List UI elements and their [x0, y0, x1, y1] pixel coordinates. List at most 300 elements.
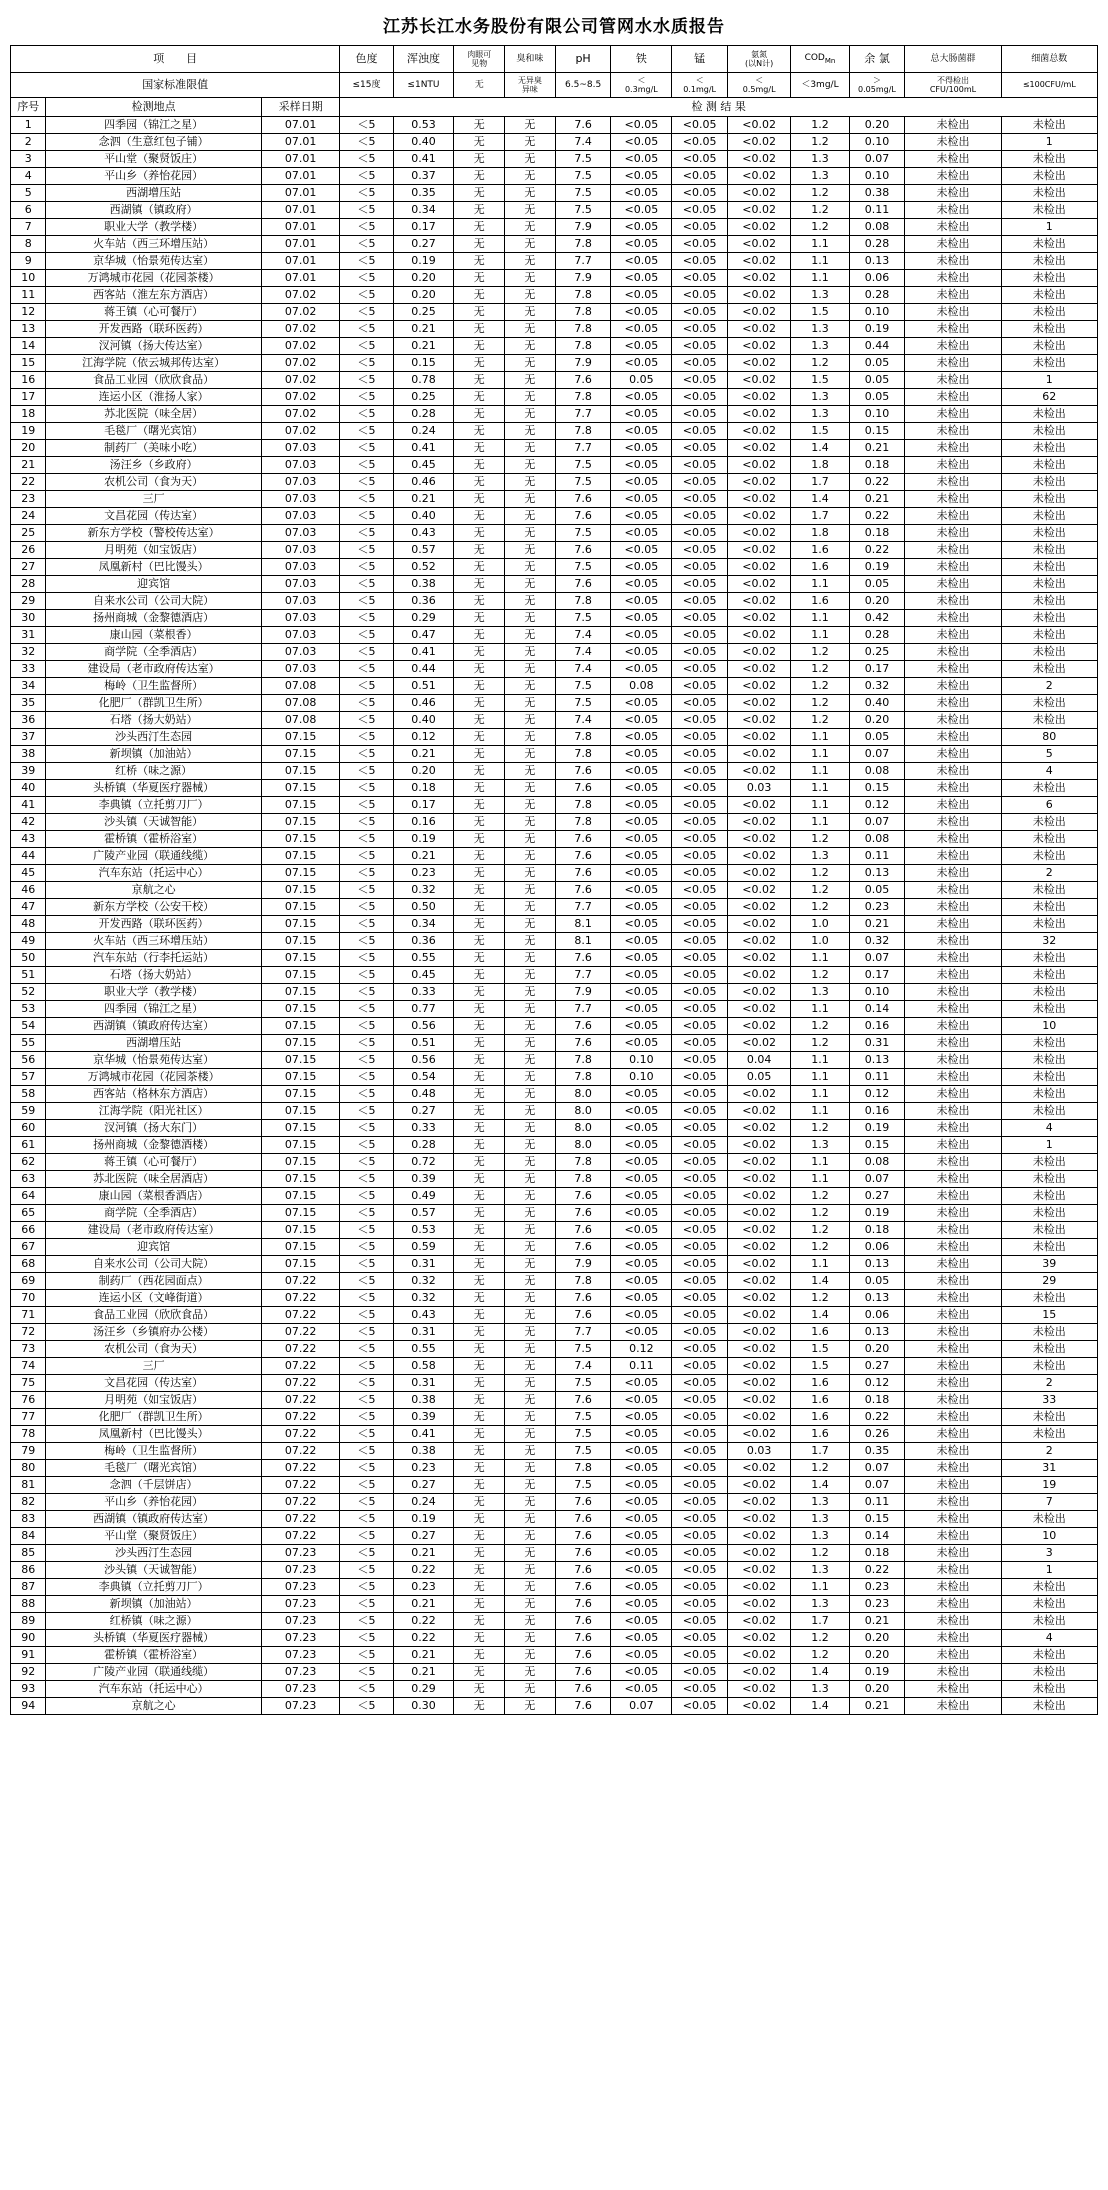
row-iron: <0.05: [611, 1086, 672, 1103]
row-bacteria: 未检出: [1001, 525, 1097, 542]
row-manganese: <0.05: [672, 933, 728, 950]
row-site: 开发西路（联环医药）: [46, 321, 261, 338]
row-color: ＜5: [340, 525, 393, 542]
row-chlorine: 0.26: [849, 1426, 905, 1443]
row-color: ＜5: [340, 338, 393, 355]
row-coliform: 未检出: [905, 117, 1001, 134]
row-ph: 7.5: [555, 695, 611, 712]
row-odor: 无: [505, 1596, 556, 1613]
row-odor: 无: [505, 576, 556, 593]
row-ph: 7.8: [555, 287, 611, 304]
row-site: 头桥镇（华夏医疗器械）: [46, 780, 261, 797]
row-chlorine: 0.06: [849, 1307, 905, 1324]
row-ph: 7.8: [555, 1273, 611, 1290]
row-codmn: 1.1: [791, 814, 849, 831]
row-ammonia: <0.02: [727, 933, 790, 950]
row-chlorine: 0.12: [849, 797, 905, 814]
row-date: 07.02: [261, 372, 340, 389]
row-coliform: 未检出: [905, 321, 1001, 338]
row-no: 6: [11, 202, 46, 219]
row-ammonia: <0.02: [727, 848, 790, 865]
row-visible: 无: [454, 950, 505, 967]
row-date: 07.03: [261, 440, 340, 457]
row-date: 07.15: [261, 950, 340, 967]
row-turbidity: 0.52: [393, 559, 454, 576]
row-no: 35: [11, 695, 46, 712]
row-coliform: 未检出: [905, 1341, 1001, 1358]
row-turbidity: 0.31: [393, 1375, 454, 1392]
row-ph: 7.8: [555, 321, 611, 338]
row-iron: <0.05: [611, 1018, 672, 1035]
row-bacteria: 未检出: [1001, 355, 1097, 372]
row-turbidity: 0.27: [393, 236, 454, 253]
row-odor: 无: [505, 746, 556, 763]
row-turbidity: 0.23: [393, 1460, 454, 1477]
row-coliform: 未检出: [905, 304, 1001, 321]
row-color: ＜5: [340, 151, 393, 168]
row-ph: 7.4: [555, 644, 611, 661]
row-site: 苏北医院（味全居）: [46, 406, 261, 423]
row-site: 沙头西汀生态园: [46, 729, 261, 746]
row-turbidity: 0.57: [393, 542, 454, 559]
row-iron: <0.05: [611, 984, 672, 1001]
row-bacteria: 未检出: [1001, 1035, 1097, 1052]
table-row: [11, 729, 1098, 746]
row-date: 07.22: [261, 1460, 340, 1477]
row-iron: <0.05: [611, 627, 672, 644]
row-color: ＜5: [340, 576, 393, 593]
row-coliform: 未检出: [905, 253, 1001, 270]
row-ammonia: <0.02: [727, 287, 790, 304]
row-visible: 无: [454, 542, 505, 559]
row-ph: 7.8: [555, 729, 611, 746]
row-iron: <0.05: [611, 1613, 672, 1630]
table-row: [11, 474, 1098, 491]
row-site: 自来水公司（公司大院）: [46, 1256, 261, 1273]
row-manganese: <0.05: [672, 1188, 728, 1205]
row-coliform: 未检出: [905, 1511, 1001, 1528]
row-iron: <0.05: [611, 712, 672, 729]
row-no: 73: [11, 1341, 46, 1358]
row-iron: <0.05: [611, 1647, 672, 1664]
row-manganese: <0.05: [672, 1409, 728, 1426]
row-odor: 无: [505, 134, 556, 151]
table-row: [11, 1103, 1098, 1120]
row-date: 07.01: [261, 151, 340, 168]
row-date: 07.08: [261, 695, 340, 712]
row-ph: 8.0: [555, 1137, 611, 1154]
row-codmn: 1.1: [791, 1579, 849, 1596]
row-ammonia: <0.02: [727, 831, 790, 848]
row-coliform: 未检出: [905, 1426, 1001, 1443]
table-row: [11, 134, 1098, 151]
row-coliform: 未检出: [905, 1545, 1001, 1562]
row-visible: 无: [454, 1205, 505, 1222]
row-no: 50: [11, 950, 46, 967]
row-visible: 无: [454, 1188, 505, 1205]
row-ph: 7.5: [555, 559, 611, 576]
row-color: ＜5: [340, 508, 393, 525]
row-manganese: <0.05: [672, 1154, 728, 1171]
row-no: 74: [11, 1358, 46, 1375]
row-site: 头桥镇（华夏医疗器械）: [46, 1630, 261, 1647]
row-turbidity: 0.38: [393, 1392, 454, 1409]
row-ammonia: <0.02: [727, 797, 790, 814]
row-odor: 无: [505, 253, 556, 270]
row-bacteria: 2: [1001, 678, 1097, 695]
row-codmn: 1.6: [791, 1426, 849, 1443]
row-ph: 7.8: [555, 814, 611, 831]
row-site: 念泗（生意红包子铺）: [46, 134, 261, 151]
row-manganese: <0.05: [672, 627, 728, 644]
row-bacteria: 未检出: [1001, 457, 1097, 474]
row-color: ＜5: [340, 389, 393, 406]
std-odor: 无异臭 异味: [505, 73, 556, 98]
row-odor: 无: [505, 1562, 556, 1579]
table-row: [11, 525, 1098, 542]
table-row: [11, 780, 1098, 797]
row-manganese: <0.05: [672, 117, 728, 134]
row-visible: 无: [454, 355, 505, 372]
row-codmn: 1.6: [791, 542, 849, 559]
row-ammonia: <0.02: [727, 1681, 790, 1698]
table-row: [11, 1239, 1098, 1256]
row-bacteria: 未检出: [1001, 695, 1097, 712]
row-date: 07.03: [261, 593, 340, 610]
row-ph: 7.6: [555, 1392, 611, 1409]
row-chlorine: 0.07: [849, 151, 905, 168]
row-visible: 无: [454, 627, 505, 644]
row-visible: 无: [454, 321, 505, 338]
row-manganese: <0.05: [672, 797, 728, 814]
row-ammonia: <0.02: [727, 1290, 790, 1307]
row-turbidity: 0.36: [393, 933, 454, 950]
row-codmn: 1.2: [791, 1290, 849, 1307]
table-row: [11, 1171, 1098, 1188]
row-date: 07.01: [261, 202, 340, 219]
row-coliform: 未检出: [905, 1137, 1001, 1154]
row-date: 07.01: [261, 253, 340, 270]
row-site: 京华城（怡景苑传达室）: [46, 253, 261, 270]
table-row: [11, 576, 1098, 593]
row-coliform: 未检出: [905, 882, 1001, 899]
row-color: ＜5: [340, 1596, 393, 1613]
row-manganese: <0.05: [672, 321, 728, 338]
row-coliform: 未检出: [905, 236, 1001, 253]
row-chlorine: 0.14: [849, 1528, 905, 1545]
table-row: [11, 508, 1098, 525]
row-ammonia: 0.03: [727, 780, 790, 797]
row-chlorine: 0.12: [849, 1375, 905, 1392]
row-no: 27: [11, 559, 46, 576]
row-ph: 7.6: [555, 1596, 611, 1613]
row-site: 西客站（淮左东方酒店）: [46, 287, 261, 304]
row-turbidity: 0.35: [393, 185, 454, 202]
row-bacteria: 未检出: [1001, 1613, 1097, 1630]
row-manganese: <0.05: [672, 270, 728, 287]
table-row: [11, 1222, 1098, 1239]
row-ammonia: <0.02: [727, 1222, 790, 1239]
row-manganese: <0.05: [672, 1256, 728, 1273]
row-chlorine: 0.05: [849, 389, 905, 406]
table-row: [11, 1018, 1098, 1035]
row-site: 四季园（锦江之星）: [46, 1001, 261, 1018]
row-chlorine: 0.08: [849, 1154, 905, 1171]
row-ph: 7.6: [555, 1647, 611, 1664]
row-bacteria: 29: [1001, 1273, 1097, 1290]
row-ammonia: <0.02: [727, 1188, 790, 1205]
row-codmn: 1.1: [791, 610, 849, 627]
row-coliform: 未检出: [905, 1596, 1001, 1613]
table-row: [11, 1681, 1098, 1698]
row-ph: 7.5: [555, 474, 611, 491]
row-manganese: <0.05: [672, 763, 728, 780]
row-no: 48: [11, 916, 46, 933]
row-manganese: <0.05: [672, 304, 728, 321]
row-bacteria: 未检出: [1001, 168, 1097, 185]
row-chlorine: 0.13: [849, 1052, 905, 1069]
row-coliform: 未检出: [905, 797, 1001, 814]
row-ammonia: <0.02: [727, 1375, 790, 1392]
row-ammonia: <0.02: [727, 1205, 790, 1222]
row-codmn: 1.2: [791, 1120, 849, 1137]
row-odor: 无: [505, 1681, 556, 1698]
row-codmn: 1.2: [791, 831, 849, 848]
row-odor: 无: [505, 1086, 556, 1103]
row-codmn: 1.5: [791, 423, 849, 440]
row-date: 07.02: [261, 406, 340, 423]
row-color: ＜5: [340, 1579, 393, 1596]
row-coliform: 未检出: [905, 1664, 1001, 1681]
row-bacteria: 未检出: [1001, 559, 1097, 576]
row-ammonia: <0.02: [727, 763, 790, 780]
row-ph: 7.7: [555, 1001, 611, 1018]
row-site: 李典镇（立托剪刀厂）: [46, 1579, 261, 1596]
table-row: [11, 661, 1098, 678]
row-date: 07.01: [261, 134, 340, 151]
row-bacteria: 未检出: [1001, 1205, 1097, 1222]
row-turbidity: 0.41: [393, 644, 454, 661]
table-row: [11, 1664, 1098, 1681]
row-chlorine: 0.18: [849, 525, 905, 542]
row-date: 07.02: [261, 321, 340, 338]
row-date: 07.23: [261, 1698, 340, 1715]
row-turbidity: 0.39: [393, 1171, 454, 1188]
table-row: [11, 1256, 1098, 1273]
row-turbidity: 0.39: [393, 1409, 454, 1426]
std-residual-chlorine: ＞ 0.05mg/L: [849, 73, 905, 98]
row-manganese: <0.05: [672, 780, 728, 797]
row-turbidity: 0.27: [393, 1528, 454, 1545]
row-bacteria: 未检出: [1001, 508, 1097, 525]
row-no: 84: [11, 1528, 46, 1545]
row-color: ＜5: [340, 1562, 393, 1579]
table-row: [11, 1154, 1098, 1171]
row-ph: 7.8: [555, 236, 611, 253]
row-iron: 0.05: [611, 372, 672, 389]
row-visible: 无: [454, 661, 505, 678]
row-chlorine: 0.21: [849, 491, 905, 508]
row-date: 07.15: [261, 746, 340, 763]
row-iron: <0.05: [611, 525, 672, 542]
row-codmn: 1.2: [791, 1460, 849, 1477]
row-coliform: 未检出: [905, 287, 1001, 304]
row-coliform: 未检出: [905, 848, 1001, 865]
row-odor: 无: [505, 644, 556, 661]
row-coliform: 未检出: [905, 491, 1001, 508]
row-bacteria: 1: [1001, 134, 1097, 151]
row-odor: 无: [505, 695, 556, 712]
row-no: 28: [11, 576, 46, 593]
row-turbidity: 0.36: [393, 593, 454, 610]
row-turbidity: 0.20: [393, 763, 454, 780]
row-bacteria: 未检出: [1001, 967, 1097, 984]
row-ph: 7.8: [555, 746, 611, 763]
row-ph: 7.6: [555, 763, 611, 780]
row-site: 梅岭（卫生监督所）: [46, 678, 261, 695]
row-no: 87: [11, 1579, 46, 1596]
row-turbidity: 0.27: [393, 1103, 454, 1120]
row-turbidity: 0.28: [393, 406, 454, 423]
row-date: 07.01: [261, 185, 340, 202]
row-coliform: 未检出: [905, 270, 1001, 287]
row-date: 07.02: [261, 423, 340, 440]
table-row: [11, 1528, 1098, 1545]
row-odor: 无: [505, 1205, 556, 1222]
row-iron: <0.05: [611, 1511, 672, 1528]
row-visible: 无: [454, 1375, 505, 1392]
row-chlorine: 0.15: [849, 1511, 905, 1528]
row-manganese: <0.05: [672, 950, 728, 967]
row-color: ＜5: [340, 1698, 393, 1715]
row-odor: 无: [505, 1528, 556, 1545]
row-coliform: 未检出: [905, 1443, 1001, 1460]
row-bacteria: 62: [1001, 389, 1097, 406]
row-manganese: <0.05: [672, 338, 728, 355]
row-iron: <0.05: [611, 1137, 672, 1154]
row-date: 07.22: [261, 1511, 340, 1528]
row-site: 西湖增压站: [46, 185, 261, 202]
row-odor: 无: [505, 814, 556, 831]
row-codmn: 1.8: [791, 525, 849, 542]
row-manganese: <0.05: [672, 678, 728, 695]
row-bacteria: 未检出: [1001, 304, 1097, 321]
row-date: 07.01: [261, 168, 340, 185]
row-coliform: 未检出: [905, 933, 1001, 950]
row-iron: <0.05: [611, 1256, 672, 1273]
row-site: 万鸿城市花园（花园茶楼）: [46, 1069, 261, 1086]
row-coliform: 未检出: [905, 865, 1001, 882]
row-ph: 7.8: [555, 338, 611, 355]
row-ammonia: <0.02: [727, 1018, 790, 1035]
row-codmn: 1.1: [791, 253, 849, 270]
row-ammonia: <0.02: [727, 525, 790, 542]
row-site: 化肥厂（群凯卫生所）: [46, 1409, 261, 1426]
row-codmn: 1.1: [791, 627, 849, 644]
row-turbidity: 0.41: [393, 151, 454, 168]
row-codmn: 1.4: [791, 1477, 849, 1494]
row-no: 79: [11, 1443, 46, 1460]
table-row: [11, 338, 1098, 355]
row-iron: <0.05: [611, 457, 672, 474]
row-bacteria: 10: [1001, 1018, 1097, 1035]
row-no: 94: [11, 1698, 46, 1715]
row-color: ＜5: [340, 831, 393, 848]
table-row: [11, 882, 1098, 899]
row-iron: <0.05: [611, 729, 672, 746]
row-site: 凤凰新村（巴比馒头）: [46, 559, 261, 576]
row-ph: 7.6: [555, 1664, 611, 1681]
row-odor: 无: [505, 321, 556, 338]
row-visible: 无: [454, 457, 505, 474]
row-bacteria: 39: [1001, 1256, 1097, 1273]
row-coliform: 未检出: [905, 729, 1001, 746]
row-ph: 7.9: [555, 1256, 611, 1273]
row-manganese: <0.05: [672, 1460, 728, 1477]
row-odor: 无: [505, 1460, 556, 1477]
row-coliform: 未检出: [905, 1239, 1001, 1256]
row-iron: <0.05: [611, 270, 672, 287]
row-visible: 无: [454, 1494, 505, 1511]
row-turbidity: 0.49: [393, 1188, 454, 1205]
row-manganese: <0.05: [672, 1307, 728, 1324]
row-coliform: 未检出: [905, 1120, 1001, 1137]
row-codmn: 1.1: [791, 1069, 849, 1086]
row-codmn: 1.0: [791, 933, 849, 950]
row-ammonia: <0.02: [727, 1409, 790, 1426]
row-color: ＜5: [340, 1358, 393, 1375]
row-visible: 无: [454, 1579, 505, 1596]
row-color: ＜5: [340, 1341, 393, 1358]
row-chlorine: 0.07: [849, 1477, 905, 1494]
row-visible: 无: [454, 389, 505, 406]
row-chlorine: 0.15: [849, 423, 905, 440]
row-visible: 无: [454, 440, 505, 457]
row-ph: 7.7: [555, 253, 611, 270]
header-param-codmn: $COD_{Mn}$: [791, 46, 849, 73]
row-bacteria: 未检出: [1001, 321, 1097, 338]
row-manganese: <0.05: [672, 1171, 728, 1188]
table-row: [11, 542, 1098, 559]
row-bacteria: 未检出: [1001, 576, 1097, 593]
row-ammonia: <0.02: [727, 1664, 790, 1681]
row-coliform: 未检出: [905, 1681, 1001, 1698]
header-standard-label: 国家标准限值: [11, 73, 340, 98]
row-color: ＜5: [340, 236, 393, 253]
row-chlorine: 0.07: [849, 746, 905, 763]
row-bacteria: 未检出: [1001, 780, 1097, 797]
row-odor: 无: [505, 1120, 556, 1137]
row-color: ＜5: [340, 1188, 393, 1205]
row-odor: 无: [505, 916, 556, 933]
row-manganese: <0.05: [672, 474, 728, 491]
row-ammonia: <0.02: [727, 1528, 790, 1545]
row-site: 红桥镇（味之源）: [46, 1613, 261, 1630]
row-odor: 无: [505, 729, 556, 746]
row-codmn: 1.5: [791, 1358, 849, 1375]
row-color: ＜5: [340, 899, 393, 916]
row-manganese: <0.05: [672, 1630, 728, 1647]
row-manganese: <0.05: [672, 355, 728, 372]
row-iron: <0.05: [611, 746, 672, 763]
row-site: 西客站（格林东方酒店）: [46, 1086, 261, 1103]
row-codmn: 1.2: [791, 355, 849, 372]
row-iron: <0.05: [611, 1171, 672, 1188]
row-visible: 无: [454, 219, 505, 236]
row-bacteria: 未检出: [1001, 950, 1097, 967]
row-visible: 无: [454, 559, 505, 576]
row-color: ＜5: [340, 1630, 393, 1647]
